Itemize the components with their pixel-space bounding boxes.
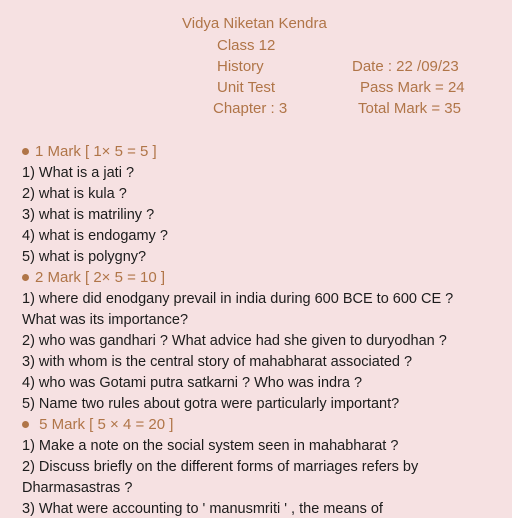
question-item: 3) what is matriliny ? — [22, 207, 155, 223]
total-mark-label: Total Mark = 35 — [358, 100, 461, 117]
question-item: 3) What were accounting to ' manusmriti ' , the means of — [22, 501, 383, 517]
section-heading-text: 2 Mark [ 2× 5 = 10 ] — [35, 269, 166, 286]
bullet-icon — [22, 274, 29, 281]
question-item: 2) who was gandhari ? What advice had she given to duryodhan ? — [22, 333, 447, 349]
question-item: 5) Name two rules about gotra were particularly important? — [22, 396, 400, 412]
section-heading-text: 5 Mark [ 5 × 4 = 20 ] — [35, 416, 174, 433]
chapter-label: Chapter : 3 — [213, 100, 288, 117]
question-item: 1) Make a note on the social system seen in mahabharat ? — [22, 438, 399, 454]
section-heading-text: 1 Mark [ 1× 5 = 5 ] — [35, 143, 157, 160]
question-item: 1) What is a jati ? — [22, 165, 135, 181]
question-item: What was its importance? — [22, 312, 189, 328]
question-item: 2) what is kula ? — [22, 186, 127, 202]
question-item: 2) Discuss briefly on the different forms of marriages refers by — [22, 459, 419, 475]
school-name: Vidya Niketan Kendra — [182, 15, 327, 32]
test-type-label: Unit Test — [217, 79, 276, 96]
subject-label: History — [217, 58, 264, 75]
section-heading-2-mark — [22, 269, 165, 287]
pass-mark-label: Pass Mark = 24 — [360, 79, 465, 96]
question-item: 4) what is endogamy ? — [22, 228, 168, 244]
date-label: Date : 22 /09/23 — [352, 58, 459, 75]
class-label: Class 12 — [217, 37, 276, 54]
question-item: 5) what is polygny? — [22, 249, 147, 265]
section-heading-1-mark — [22, 143, 157, 161]
question-item: 3) with whom is the central story of mahabharat associated ? — [22, 354, 413, 370]
bullet-icon — [22, 421, 29, 428]
question-item: Dharmasastras ? — [22, 480, 133, 496]
question-item: 4) who was Gotami putra satkarni ? Who was indra ? — [22, 375, 363, 391]
question-item: 1) where did enodgany prevail in india during 600 BCE to 600 CE ? — [22, 291, 454, 307]
bullet-icon — [22, 148, 29, 155]
section-heading-5-mark — [22, 416, 173, 434]
